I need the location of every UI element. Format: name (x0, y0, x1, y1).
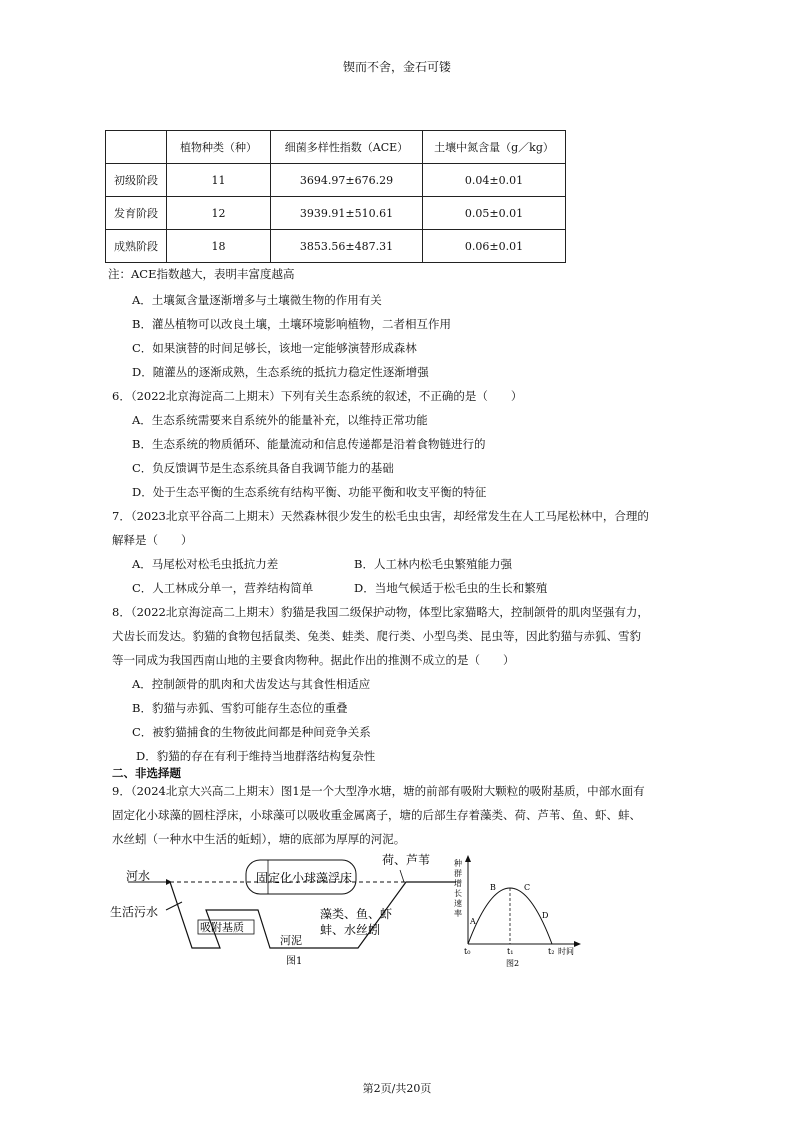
q6-stem: 6．（2022北京海淀高二上期末）下列有关生态系统的叙述，不正确的是（ ） (112, 389, 523, 403)
point-label-a: A (470, 917, 476, 926)
table-cell: 3853.56±487.31 (271, 230, 423, 263)
figure2-caption: 图2 (506, 959, 520, 968)
table-cell: 11 (167, 164, 271, 197)
label-organisms-2: 蚌、水丝蚓 (320, 923, 381, 937)
label-river-water: 河水 (126, 869, 151, 883)
q8-option-a: A．控制颌骨的肌肉和犬齿发达与其食性相适应 (132, 677, 371, 691)
q6-option-b: B．生态系统的物质循环、能量流动和信息传递都是沿着食物链进行的 (132, 437, 486, 451)
lotus-pointer-line (400, 870, 404, 882)
xlabel: 时间 (558, 947, 574, 956)
table-cell: 18 (167, 230, 271, 263)
ylabel-char: 增 (454, 879, 462, 888)
x-axis-arrow (574, 941, 581, 947)
table-cell: 初级阶段 (106, 164, 167, 197)
q8-option-d: D．豹猫的存在有利于维持当地群落结构复杂性 (136, 749, 376, 763)
label-lotus-reed: 荷、芦苇 (382, 853, 431, 867)
ylabel-char: 率 (454, 909, 462, 918)
page-footer: 第2页/共20页 (362, 1082, 432, 1095)
q7-stem-line1: 7．（2023北京平谷高二上期末）天然森林很少发生的松毛虫虫害，却经常发生在人工马尾松林中，合理的 (112, 509, 649, 523)
ylabel-char: 速 (454, 899, 462, 908)
sewage-inflow-arrow (166, 902, 182, 910)
point-label-d: D (542, 911, 549, 920)
page-header-motto: 锲而不舍，金石可镂 (342, 60, 451, 74)
table-cell: 成熟阶段 (106, 230, 167, 263)
figure1-caption: 图1 (286, 956, 303, 967)
table-row (106, 164, 566, 197)
q6-option-c: C．负反馈调节是生态系统具备自我调节能力的基础 (132, 461, 394, 475)
q6-option-a: A．生态系统需要来自系统外的能量补充，以维持正常功能 (132, 413, 428, 427)
q9-stem-line2: 固定化小球藻的圆柱浮床，小球藻可以吸收重金属离子，塘的后部生存着藻类、荷、芦苇、鱼、虾、蚌、 (112, 808, 641, 822)
label-adsorb: 吸附基质 (200, 921, 244, 934)
point-label-b: B (490, 883, 496, 892)
ylabel-char: 群 (454, 869, 462, 878)
q5-option-a: A．土壤氮含量逐渐增多与土壤微生物的作用有关 (132, 293, 382, 307)
table-cell: 0.05±0.01 (423, 197, 566, 230)
ylabel-char: 长 (454, 889, 462, 898)
q8-option-b: B．豹猫与赤狐、雪豹可能存生态位的重叠 (132, 701, 348, 715)
table-cell: 发育阶段 (106, 197, 167, 230)
data-table (105, 130, 566, 263)
q9-stem-line3: 水丝蚓（一种水中生活的蚯蚓），塘的底部为厚厚的河泥。 (112, 832, 406, 846)
table-row (106, 230, 566, 263)
table-header-cell: 细菌多样性指数（ACE） (271, 131, 423, 164)
y-axis-arrow (465, 855, 471, 862)
q7-option-a: A．马尾松对松毛虫抵抗力差 (132, 557, 279, 571)
q7-option-c: C．人工林成分单一，营养结构简单 (132, 581, 314, 595)
xtick-t1: t₁ (507, 947, 514, 956)
xtick-t2: t₂ (548, 947, 555, 956)
q6-option-d: D．处于生态平衡的生态系统有结构平衡、功能平衡和收支平衡的特征 (132, 485, 487, 499)
point-label-c: C (524, 883, 531, 892)
q8-stem-line1: 8．（2022北京海淀高二上期末）豹猫是我国二级保护动物，体型比家猫略大，控制颌骨的肌肉坚强有力， (112, 605, 649, 619)
label-float-bed: 固定化小球藻浮床 (256, 871, 353, 885)
label-mud: 河泥 (280, 934, 302, 947)
table-header-cell: 植物种类（种） (167, 131, 271, 164)
table-cell: 3939.91±510.61 (271, 197, 423, 230)
table-row (106, 197, 566, 230)
q5-option-b: B．灌丛植物可以改良土壤，土壤环境影响植物，二者相互作用 (132, 317, 451, 331)
q5-option-c: C．如果演替的时间足够长，该地一定能够演替形成森林 (132, 341, 417, 355)
table-cell: 0.06±0.01 (423, 230, 566, 263)
label-sewage: 生活污水 (110, 905, 159, 919)
q5-option-d: D．随灌丛的逐渐成熟，生态系统的抵抗力稳定性逐渐增强 (132, 365, 429, 379)
figure1-pond-diagram (106, 848, 466, 970)
table-header-cell: 土壤中氮含量（g／kg） (423, 131, 566, 164)
table-cell: 0.04±0.01 (423, 164, 566, 197)
q9-stem-line1: 9．（2024北京大兴高二上期末）图1是一个大型净水塘，塘的前部有吸附大颗粒的吸附基质，中部水面有 (112, 784, 645, 798)
pond-outline (170, 882, 456, 948)
q7-option-b: B．人工林内松毛虫繁殖能力强 (354, 557, 512, 571)
table-header-cell (106, 131, 167, 164)
xtick-t0: t₀ (464, 947, 471, 956)
ylabel-char: 种 (454, 859, 462, 868)
table-cell: 3694.97±676.29 (271, 164, 423, 197)
label-organisms-1: 藻类、鱼、虾 (320, 907, 393, 921)
q8-stem-line2: 犬齿长而发达。豹猫的食物包括鼠类、兔类、蛙类、爬行类、小型鸟类、昆虫等，因此豹猫与赤狐、雪豹 (112, 629, 641, 643)
section-heading: 二、非选择题 (112, 766, 181, 780)
q8-stem-line3: 等一同成为我国西南山地的主要食肉物种。据此作出的推测不成立的是（ ） (112, 653, 515, 667)
table-cell: 12 (167, 197, 271, 230)
figure2-growth-curve (448, 852, 588, 970)
q7-stem-line2: 解释是（ ） (112, 533, 193, 547)
table-header-row (106, 131, 566, 164)
table-note: 注：ACE指数越大，表明丰富度越高 (108, 267, 295, 281)
q8-option-c: C．被豹猫捕食的生物彼此间都是种间竞争关系 (132, 725, 371, 739)
q7-option-d: D．当地气候适于松毛虫的生长和繁殖 (354, 581, 548, 595)
